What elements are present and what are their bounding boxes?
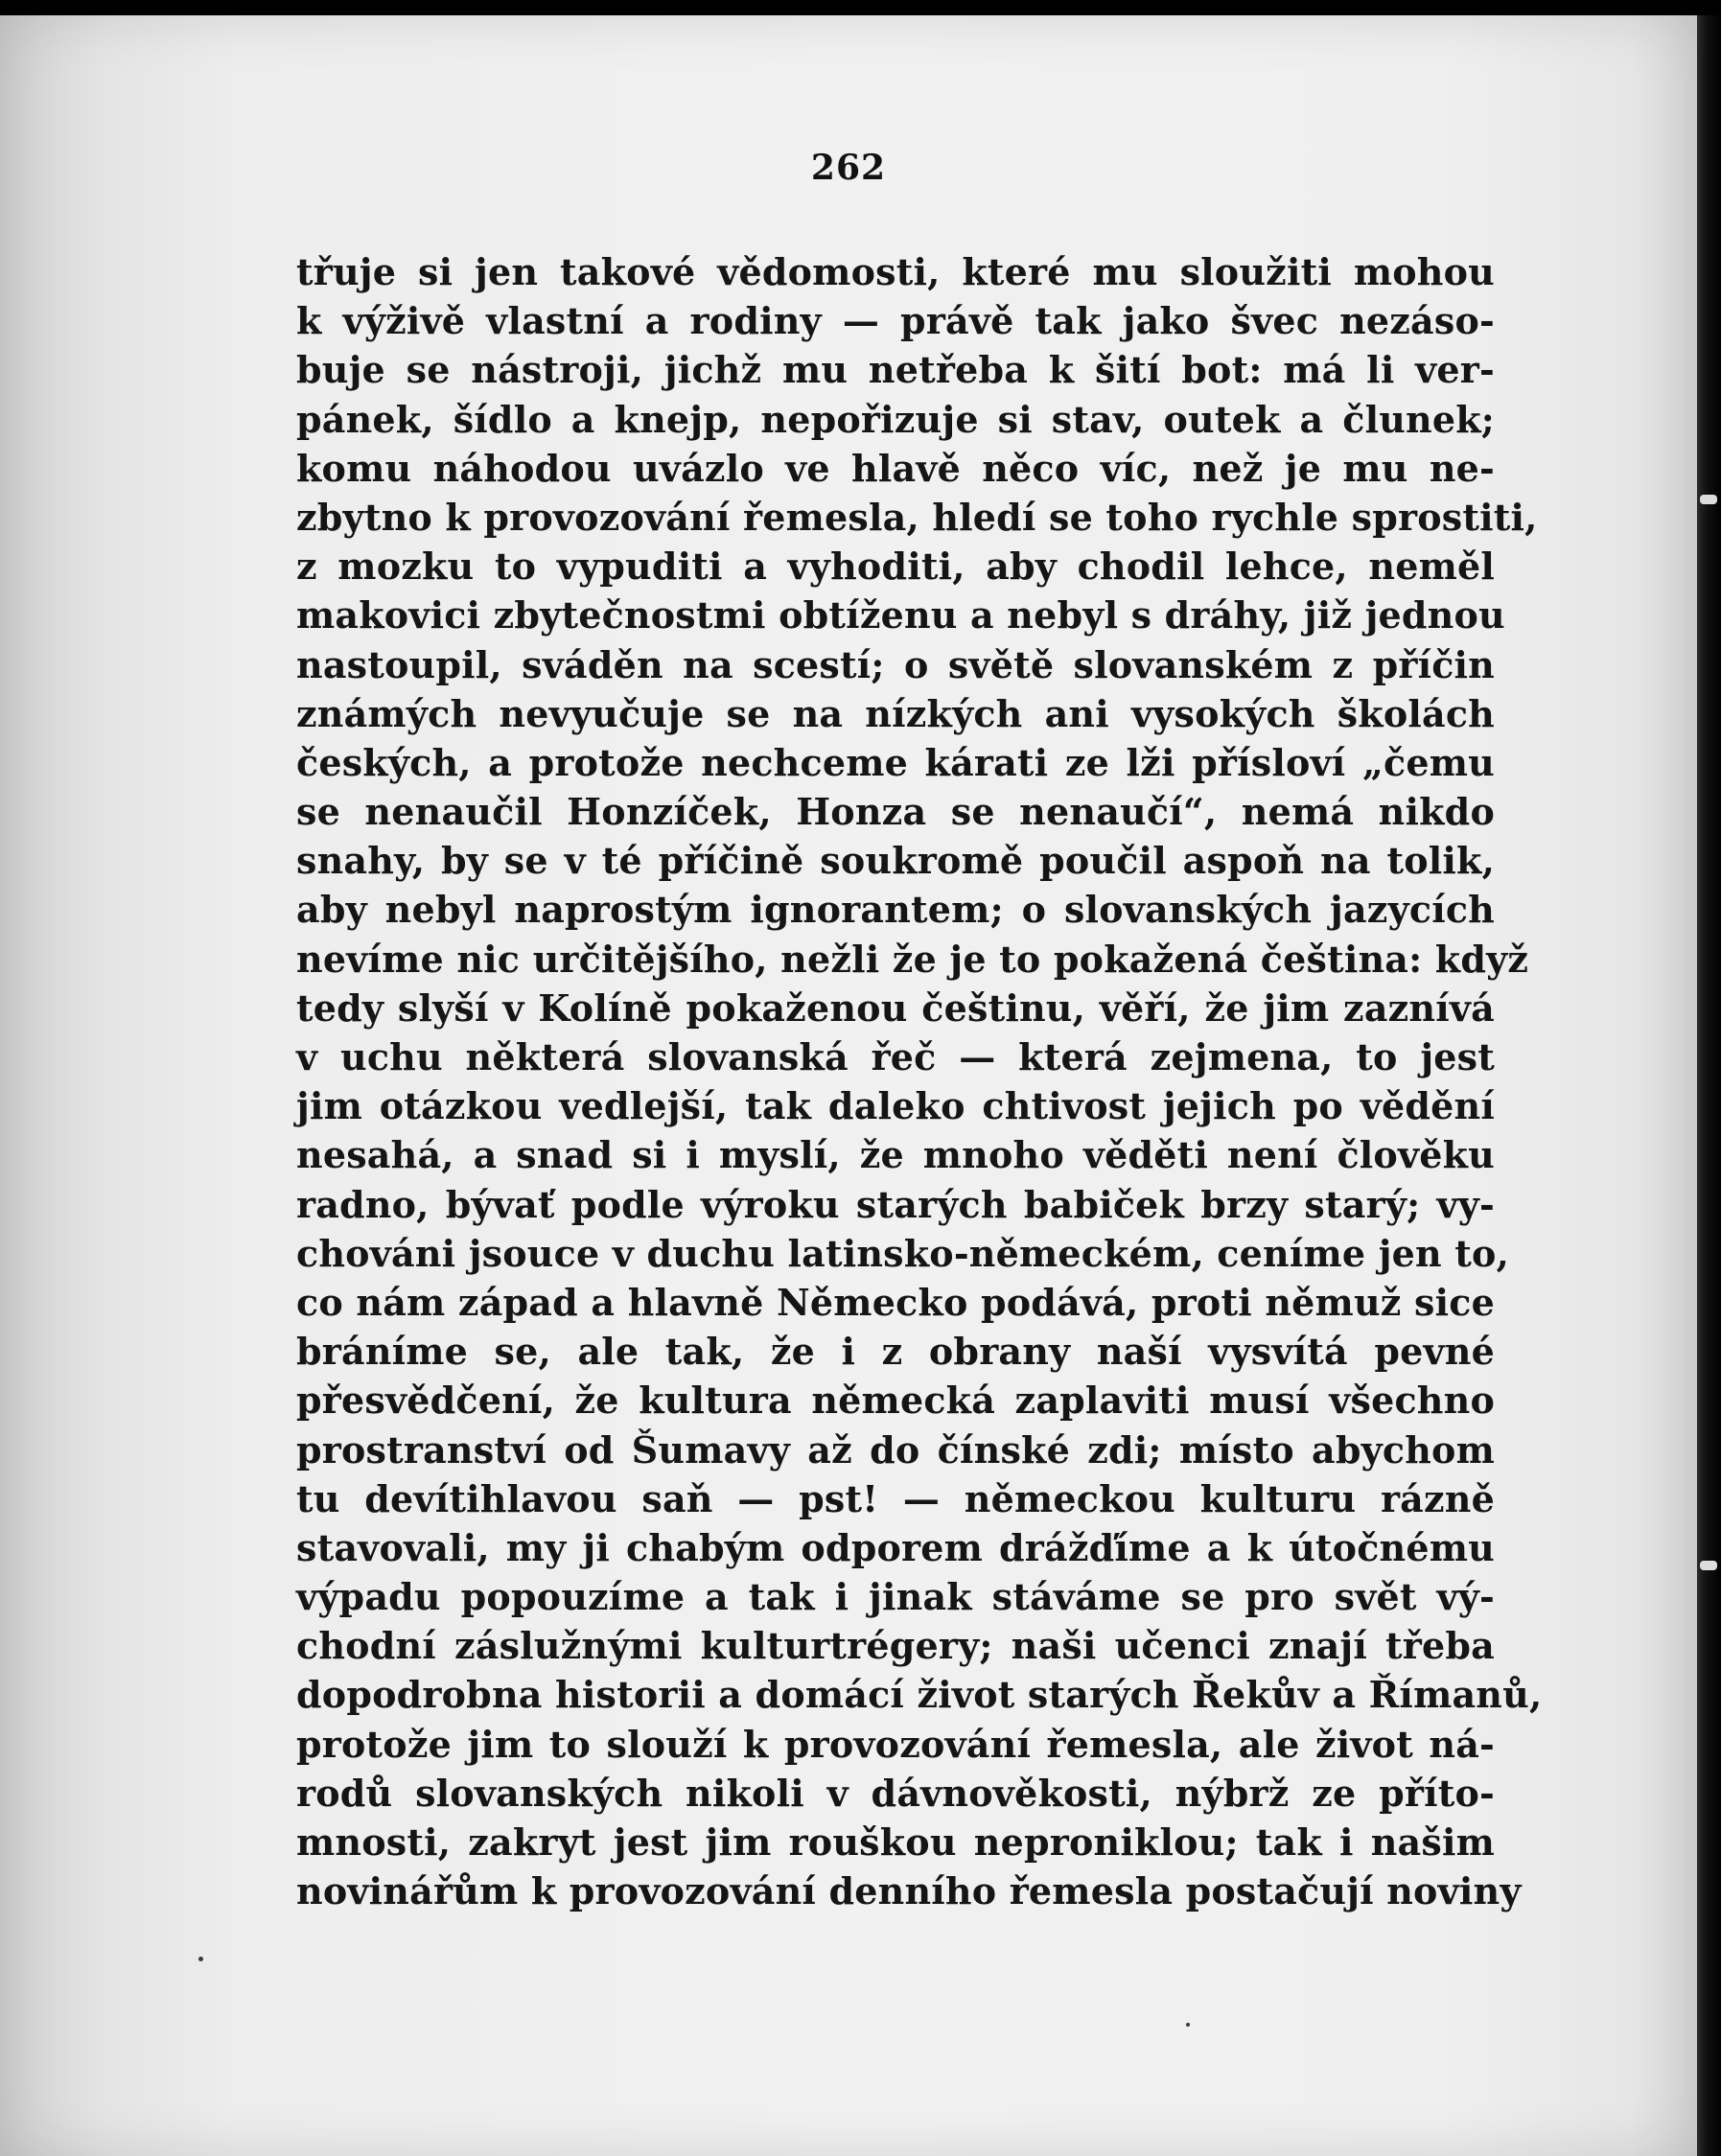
text-line: buje se nástroji, jichž mu netřeba k šití bot: má li ver-: [296, 348, 1495, 392]
book-page: [0, 15, 1697, 2156]
text-line: tu devítihlavou saň — pst! — německou kulturu rázně: [296, 1476, 1495, 1520]
binding-clip-mark: [1700, 1561, 1717, 1570]
page-edge-shadow: [1697, 15, 1721, 2156]
text-line: bráníme se, ale tak, že i z obrany naší vysvítá pevné: [296, 1330, 1495, 1374]
text-line: třuje si jen takové vědomosti, které mu sloužiti mohou: [296, 250, 1495, 293]
text-line: přesvědčení, že kultura německá zaplaviti musí všechno: [296, 1379, 1495, 1423]
text-line: k výživě vlastní a rodiny — právě tak jako švec nezáso-: [296, 299, 1495, 343]
text-line: v uchu některá slovanská řeč — která zejmena, to jest: [296, 1035, 1495, 1078]
text-line: českých, a protože nechceme kárati ze lži přísloví „čemu: [296, 740, 1495, 784]
text-line: radno, bývať podle výroku starých babiček brzy starý; vy-: [296, 1182, 1495, 1226]
text-line: výpadu popouzíme a tak i jinak stáváme se pro svět vý-: [296, 1575, 1495, 1619]
text-line: chodní záslužnými kulturtrégery; naši učenci znají třeba: [296, 1624, 1495, 1668]
text-line: tedy slyší v Kolíně pokaženou češtinu, věří, že jim zaznívá: [296, 985, 1495, 1030]
text-line: zbytno k provozování řemesla, hledí se toho rychle sprostiti,: [296, 495, 1538, 539]
text-line: nevíme nic určitějšího, nežli že je to pokažená čeština: když: [296, 937, 1529, 981]
text-line: prostranství od Šumavy až do čínské zdi; místo abychom: [296, 1427, 1495, 1472]
text-line: se nenaučil Honzíček, Honza se nenaučí“, nemá nikdo: [296, 790, 1495, 834]
text-line: chováni jsouce v duchu latinsko-německém, ceníme jen to,: [296, 1231, 1510, 1275]
text-line: známých nevyučuje se na nízkých ani vysokých školách: [296, 691, 1495, 735]
text-line: nastoupil, sváděn na scestí; o světě slovanském z příčin: [296, 642, 1495, 686]
text-line: mnosti, zakryt jest jim rouškou neproniklou; tak i našim: [296, 1820, 1495, 1864]
text-line: aby nebyl naprostým ignorantem; o slovanských jazycích: [296, 888, 1495, 932]
paper-speck: [198, 1957, 203, 1961]
paper-speck: [1186, 2023, 1190, 2027]
text-line: novinářům k provozování denního řemesla postačují noviny: [296, 1869, 1522, 1913]
text-line: dopodrobna historii a domácí život starých Řekův a Římanů,: [296, 1673, 1543, 1717]
page-text-body: [296, 247, 1543, 1915]
page-number: 262: [810, 148, 887, 188]
text-line: protože jim to slouží k provozování řemesla, ale život ná-: [296, 1722, 1495, 1766]
text-line: makovici zbytečnostmi obtíženu a nebyl s dráhy, již jednou: [296, 593, 1505, 638]
text-line: nesahá, a snad si i myslí, že mnoho věděti není člověku: [296, 1133, 1495, 1177]
text-line: rodů slovanských nikoli v dávnověkosti, nýbrž ze přítо-: [296, 1771, 1495, 1815]
text-line: z mozku to vypuditi a vyhoditi, aby chodil lehce, neměl: [296, 545, 1495, 589]
text-line: komu náhodou uvázlo ve hlavě něco víc, než je mu ne-: [296, 446, 1495, 490]
text-line: stavovali, my ji chabým odporem drážďíme a k útočnému: [296, 1525, 1495, 1569]
text-line: co nám západ a hlavně Německo podává, proti němuž sice: [296, 1280, 1495, 1324]
text-line: jim otázkou vedlejší, tak daleko chtivost jejich po vědění: [296, 1084, 1495, 1128]
text-line: snahy, by se v té příčině soukromě poučil aspoň na tolik,: [296, 839, 1495, 883]
text-line: pánek, šídlo a knejp, nepořizuje si stav, outek a člunek;: [296, 397, 1495, 441]
binding-clip-mark: [1700, 495, 1717, 504]
